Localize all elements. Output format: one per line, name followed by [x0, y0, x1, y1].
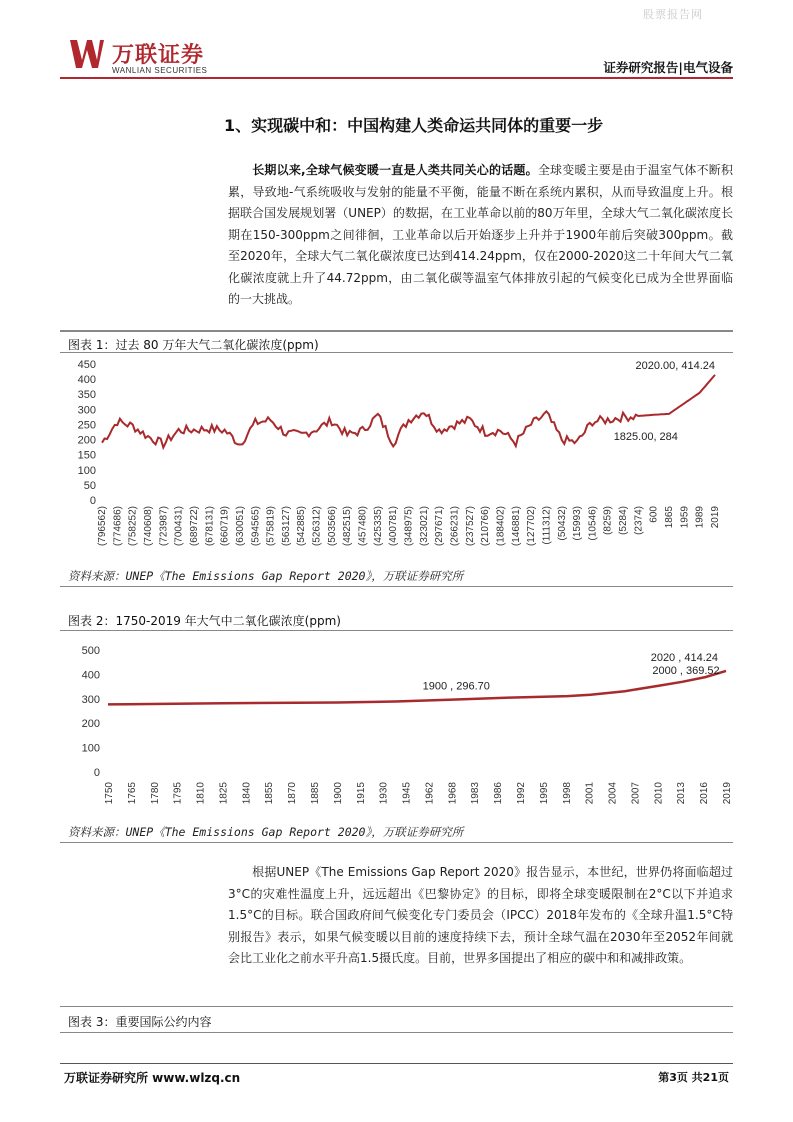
footer-divider: [60, 1063, 733, 1064]
x-tick-label: 1840: [241, 782, 253, 805]
x-tick-label: (146881): [510, 506, 522, 547]
x-tick-label: (10546): [587, 506, 599, 541]
intro-body: 全球变暖主要是由于温室气体不断积累，导致地-气系统吸收与发射的能量不平衡，能量不断在系统内累积，从而导致温度上升。根据联合国发展规划署（UNEP）的数据，在工业革命以前的80万年里，全球大气二氧化碳浓度长期在150-300ppm之间徘徊，工业革命以后开始逐步上升并于1900年前后突破300ppm。截至2020年，全球大气二氧化碳浓度已达到414.24ppm，仅在2000-2020这二十年间大气二氧化碳浓度就上升了44.72ppm，由二氧化碳等温室气体排放引起的气候变化已成为全世界面临的一大挑战。: [228, 163, 733, 306]
x-tick-label: 1825: [218, 782, 230, 805]
y-tick-label: 200: [77, 434, 96, 447]
y-tick-label: 0: [89, 495, 96, 507]
x-tick-label: 1780: [149, 782, 161, 805]
x-tick-label: 2016: [699, 782, 711, 805]
annotation-2020: 2020 , 414.24: [650, 651, 718, 664]
brand-logo: [68, 36, 238, 76]
x-tick-label: 1750: [104, 782, 115, 805]
x-tick-label: (796562): [97, 506, 108, 547]
watermark: 股票报告网: [643, 8, 703, 21]
x-tick-label: (774686): [112, 506, 124, 547]
y-tick-label: 300: [81, 693, 100, 706]
x-tick-label: (266231): [449, 506, 461, 547]
brand-mark-icon: [68, 36, 104, 72]
page-number: 第3页 共21页: [658, 1071, 729, 1084]
x-tick-label: (689722): [188, 506, 200, 547]
x-tick-label: 1795: [172, 782, 184, 805]
x-tick-label: 2004: [607, 782, 619, 805]
x-tick-label: (723987): [158, 506, 170, 547]
x-tick-label: 2013: [676, 782, 688, 805]
figure1-chart: [60, 356, 733, 562]
x-tick-label: (542885): [296, 506, 308, 547]
header-divider: [60, 77, 733, 79]
report-category: 证券研究报告|电气设备: [603, 60, 733, 75]
intro-lead: 长期以来,全球气候变暖一直是人类共同关心的话题。: [252, 163, 538, 177]
figure2-source: 资料来源：UNEP《The Emissions Gap Report 2020》，万联证券研究所: [68, 825, 464, 839]
y-tick-label: 150: [77, 449, 96, 462]
y-tick-label: 50: [83, 479, 96, 492]
para2-text: 根据UNEP《The Emissions Gap Report 2020》报告显示，本世纪，世界仍将面临超过3°C的灾难性温度上升，远远超出《巴黎协定》的目标，即将全球变暖限制在2°C以下并追求1.5°C的目标。联合国政府间气候变化专门委员会（IPCC）2018年发布的《全球升温1.5°C特别报告》表示，如果气候变暖以目前的速度持续下去，预计全球气温在2030年至2052年间就会比工业化之前水平升高1.5摄氏度。目前，世界多国提出了相应的碳中和和减排政策。: [228, 865, 733, 965]
y-tick-label: 450: [77, 359, 96, 371]
x-tick-label: 1998: [561, 782, 573, 805]
x-tick-label: 1900: [332, 782, 344, 805]
x-tick-label: 1765: [126, 782, 138, 805]
y-tick-label: 0: [93, 767, 100, 779]
x-tick-label: (575819): [265, 506, 277, 547]
intro-paragraph: [228, 160, 733, 311]
figure1-top-rule: [60, 330, 733, 332]
x-tick-label: 1870: [287, 782, 299, 805]
brand-name-cn: 万联证券: [112, 43, 205, 68]
x-tick-label: 2007: [630, 782, 642, 805]
x-tick-label: 1930: [378, 782, 390, 805]
y-tick-label: 400: [77, 374, 96, 387]
annotation-1900: 1900 , 296.70: [422, 680, 490, 693]
y-tick-label: 400: [81, 669, 100, 682]
x-tick-label: (5284): [618, 506, 630, 535]
x-tick-label: (348975): [403, 506, 415, 547]
x-tick-label: 2019: [710, 506, 721, 529]
x-tick-label: 1810: [195, 782, 207, 805]
x-tick-label: 1995: [538, 782, 550, 805]
x-tick-label: 1945: [401, 782, 413, 805]
x-tick-label: (425335): [372, 506, 384, 547]
x-tick-label: 1915: [355, 782, 367, 805]
figure3-top-rule: [60, 1006, 733, 1007]
x-tick-label: (297671): [434, 506, 446, 547]
annotation-1825: 1825.00, 284: [613, 431, 678, 444]
x-tick-label: 1968: [447, 782, 459, 805]
x-tick-label: 1885: [310, 782, 321, 805]
x-tick-label: (15993): [572, 506, 584, 541]
x-tick-label: (400781): [388, 506, 400, 547]
x-tick-label: 600: [648, 506, 660, 523]
figure1-bottom-rule: [60, 586, 733, 587]
y-tick-label: 200: [81, 718, 100, 731]
section-title: 1、实现碳中和：中国构建人类命运共同体的重要一步: [224, 116, 604, 135]
figure2-title: 图表 2：1750-2019 年大气中二氧化碳浓度(ppm): [68, 614, 341, 628]
x-tick-label: (2374): [633, 506, 645, 535]
x-tick-label: (630051): [234, 506, 246, 547]
footer-website: 万联证券研究所 www.wlzq.cn: [64, 1071, 241, 1085]
x-tick-label: (237527): [464, 506, 476, 547]
figure1-title-rule: [60, 352, 733, 353]
x-tick-label: (457480): [357, 506, 369, 547]
figure2-chart: [60, 636, 733, 816]
x-tick-label: (127702): [526, 505, 538, 547]
x-tick-label: (526312): [311, 506, 323, 547]
figure1-title: 图表 1：过去 80 万年大气二氧化碳浓度(ppm): [68, 338, 319, 352]
x-tick-label: 1959: [679, 506, 691, 529]
x-tick-label: (758252): [127, 506, 139, 547]
body-paragraph-2: [228, 862, 733, 970]
y-tick-label: 100: [77, 464, 96, 477]
x-tick-label: (503566): [326, 506, 338, 547]
y-tick-label: 300: [77, 404, 96, 417]
y-tick-label: 350: [77, 389, 96, 402]
x-tick-label: (563127): [280, 506, 292, 547]
x-tick-label: (210766): [480, 506, 492, 547]
y-tick-label: 500: [81, 645, 100, 657]
x-tick-label: 1962: [424, 782, 436, 805]
x-tick-label: (8259): [602, 506, 614, 535]
x-tick-label: (594565): [250, 506, 262, 547]
y-tick-label: 100: [81, 742, 100, 755]
brand-name-en: WANLIAN SECURITIES: [112, 66, 208, 75]
figure1-source: 资料来源：UNEP《The Emissions Gap Report 2020》，万联证券研究所: [68, 569, 464, 583]
figure3-title-rule: [60, 1032, 733, 1033]
x-tick-label: 1986: [493, 782, 505, 805]
x-tick-label: (740608): [142, 506, 154, 547]
x-tick-label: 2019: [722, 782, 733, 805]
x-tick-label: (188402): [495, 506, 507, 547]
annotation-2000: 2000 , 369.52: [652, 664, 720, 677]
figure3-title: 图表 3：重要国际公约内容: [68, 1015, 212, 1029]
x-tick-label: 1983: [470, 782, 482, 805]
x-tick-label: 1855: [264, 782, 276, 805]
x-tick-label: (660719): [219, 506, 231, 547]
x-tick-label: (50432): [556, 506, 568, 541]
x-tick-label: (482515): [342, 506, 354, 547]
x-tick-label: 2001: [584, 782, 596, 805]
x-tick-label: (678131): [204, 506, 216, 547]
x-tick-label: 1865: [664, 506, 676, 529]
x-tick-label: 1992: [516, 782, 527, 805]
x-tick-label: 1989: [694, 506, 706, 529]
figure2-title-rule: [60, 630, 733, 631]
co2-series-line: [108, 671, 726, 705]
x-tick-label: 2010: [653, 782, 665, 805]
figure2-bottom-rule: [60, 842, 733, 843]
x-tick-label: (323021): [418, 506, 430, 547]
annotation-2020: 2020.00, 414.24: [635, 359, 715, 372]
y-tick-label: 250: [77, 419, 96, 432]
x-tick-label: (111312): [541, 506, 553, 545]
x-tick-label: (700431): [173, 506, 185, 547]
